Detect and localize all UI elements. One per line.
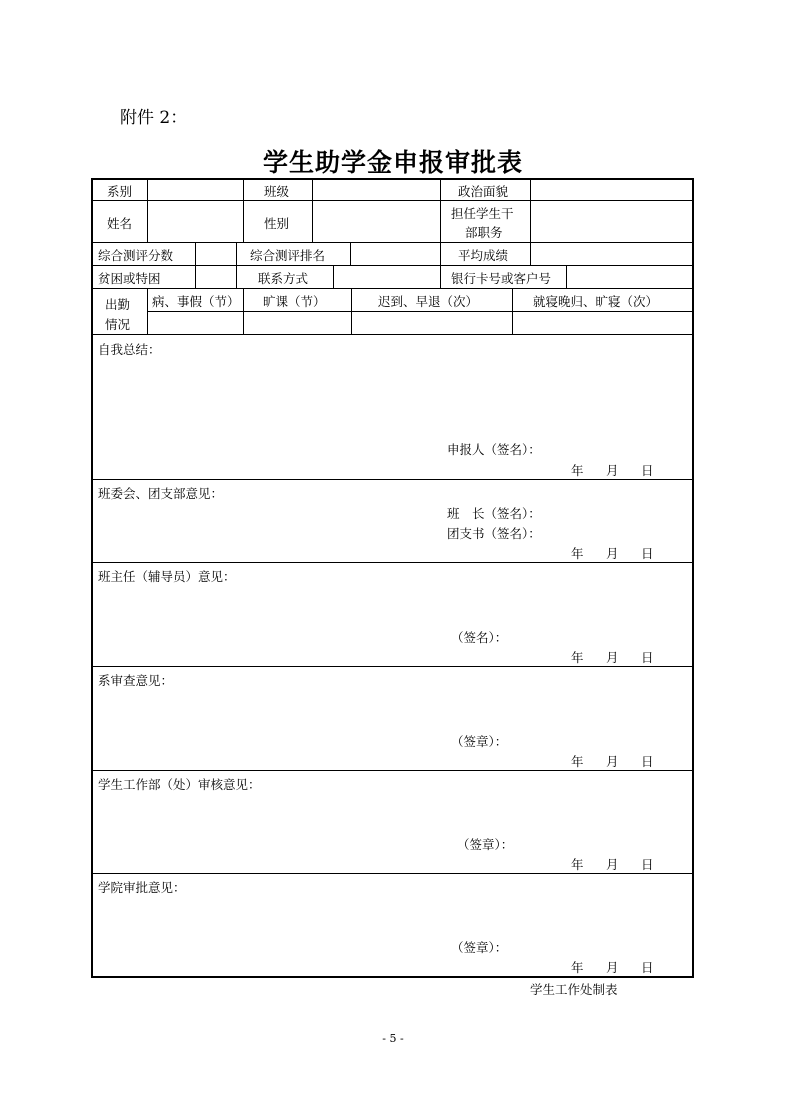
date-day: 日 — [641, 857, 654, 872]
col-line — [236, 242, 237, 265]
field-class[interactable] — [314, 181, 438, 199]
label-cadre-role-line1: 担任学生干 — [451, 206, 514, 221]
attachment-label: 附件 2： — [120, 108, 188, 128]
field-late-return[interactable] — [514, 313, 690, 332]
date-month: 月 — [606, 754, 619, 769]
table-border-bottom — [91, 976, 694, 978]
label-head-teacher: 班主任（辅导员）意见： — [98, 569, 236, 584]
row-line — [91, 242, 694, 243]
label-cadre-role-line2: 部职务 — [465, 225, 503, 240]
date-day: 日 — [641, 650, 654, 665]
col-line — [512, 288, 513, 334]
row-line — [91, 334, 694, 335]
row-line — [147, 311, 694, 312]
field-department-opinion[interactable] — [95, 689, 690, 729]
date-year: 年 — [571, 463, 584, 478]
label-self-summary: 自我总结： — [98, 342, 161, 357]
label-late-early: 迟到、早退（次） — [378, 294, 479, 309]
field-name[interactable] — [149, 202, 241, 240]
date-month: 月 — [606, 546, 619, 561]
col-line — [147, 178, 148, 242]
date-month: 月 — [606, 960, 619, 975]
date-year: 年 — [571, 754, 584, 769]
date-day: 日 — [641, 463, 654, 478]
date-month: 月 — [606, 463, 619, 478]
date-month: 月 — [606, 857, 619, 872]
date-day: 日 — [641, 754, 654, 769]
label-gender: 性别 — [264, 216, 290, 231]
label-political-status: 政治面貌 — [458, 184, 509, 199]
label-late-return: 就寝晚归、旷寝（次） — [533, 294, 659, 309]
col-line — [312, 178, 313, 242]
col-line — [530, 178, 531, 242]
sign-class-monitor: 班 长（签名）： — [447, 506, 541, 521]
row-line — [91, 200, 694, 201]
label-department-review: 系审查意见： — [98, 673, 174, 688]
col-line — [351, 288, 352, 334]
date-year: 年 — [571, 650, 584, 665]
row-line — [91, 873, 694, 874]
field-average-score[interactable] — [532, 244, 690, 263]
field-gender[interactable] — [314, 202, 438, 240]
field-poverty-status[interactable] — [197, 267, 234, 286]
sign-college: （签章）： — [451, 940, 508, 955]
field-composite-score[interactable] — [197, 244, 234, 263]
field-political-status[interactable] — [532, 181, 690, 199]
label-class: 班级 — [264, 184, 290, 199]
col-line — [195, 242, 196, 265]
date-day: 日 — [641, 960, 654, 975]
label-student-affairs: 学生工作部（处）审核意见： — [98, 777, 261, 792]
row-line — [91, 265, 694, 266]
label-attendance-line2: 情况 — [105, 317, 131, 332]
col-line — [350, 242, 351, 265]
sign-student-affairs: （签章）： — [457, 837, 514, 852]
table-border-left — [91, 178, 93, 978]
field-sick-leave[interactable] — [149, 313, 241, 332]
field-self-summary[interactable] — [95, 358, 690, 438]
label-poverty-status: 贫困或特困 — [98, 271, 161, 286]
col-line — [243, 178, 244, 242]
field-cadre-role[interactable] — [532, 202, 690, 240]
label-sick-leave: 病、事假（节） — [152, 294, 240, 309]
date-year: 年 — [571, 960, 584, 975]
field-composite-rank[interactable] — [352, 244, 438, 263]
field-college-opinion[interactable] — [95, 896, 690, 936]
table-border-right — [692, 178, 694, 978]
col-line — [195, 265, 196, 288]
label-name: 姓名 — [107, 216, 133, 231]
label-bank-card: 银行卡号或客户号 — [451, 271, 552, 286]
label-truancy: 旷课（节） — [263, 294, 326, 309]
label-average-score: 平均成绩 — [458, 248, 509, 263]
label-composite-score: 综合测评分数 — [98, 248, 174, 263]
label-contact: 联系方式 — [258, 271, 309, 286]
sign-applicant: 申报人（签名）： — [447, 442, 541, 457]
date-year: 年 — [571, 857, 584, 872]
col-line — [440, 242, 441, 265]
field-head-teacher-opinion[interactable] — [95, 585, 690, 625]
row-line — [91, 288, 694, 289]
field-student-affairs-opinion[interactable] — [95, 793, 690, 833]
col-line — [243, 288, 244, 334]
date-day: 日 — [641, 546, 654, 561]
col-line — [333, 265, 334, 288]
col-line — [440, 178, 441, 242]
row-line — [91, 770, 694, 771]
form-issuer: 学生工作处制表 — [530, 982, 618, 997]
field-bank-card[interactable] — [568, 267, 690, 286]
field-department[interactable] — [149, 181, 241, 199]
page-number: - 5 - — [382, 1032, 404, 1045]
col-line — [147, 288, 148, 334]
row-line — [91, 479, 694, 480]
label-composite-rank: 综合测评排名 — [250, 248, 326, 263]
label-college-approval: 学院审批意见： — [98, 880, 186, 895]
field-late-early[interactable] — [353, 313, 510, 332]
field-contact[interactable] — [335, 267, 438, 286]
form-title: 学生助学金申报审批表 — [262, 148, 523, 177]
col-line — [566, 265, 567, 288]
sign-head-teacher: （签名）： — [451, 630, 508, 645]
row-line — [91, 666, 694, 667]
date-year: 年 — [571, 546, 584, 561]
date-month: 月 — [606, 650, 619, 665]
sign-department: （签章）： — [451, 734, 508, 749]
col-line — [440, 265, 441, 288]
field-truancy[interactable] — [245, 313, 349, 332]
col-line — [530, 242, 531, 265]
label-class-committee: 班委会、团支部意见： — [98, 486, 224, 501]
table-border-top — [91, 178, 694, 180]
sign-league-secretary: 团支书（签名）： — [447, 526, 541, 541]
label-department: 系别 — [107, 184, 133, 199]
label-attendance-line1: 出勤 — [105, 297, 131, 312]
row-line — [91, 562, 694, 563]
col-line — [236, 265, 237, 288]
